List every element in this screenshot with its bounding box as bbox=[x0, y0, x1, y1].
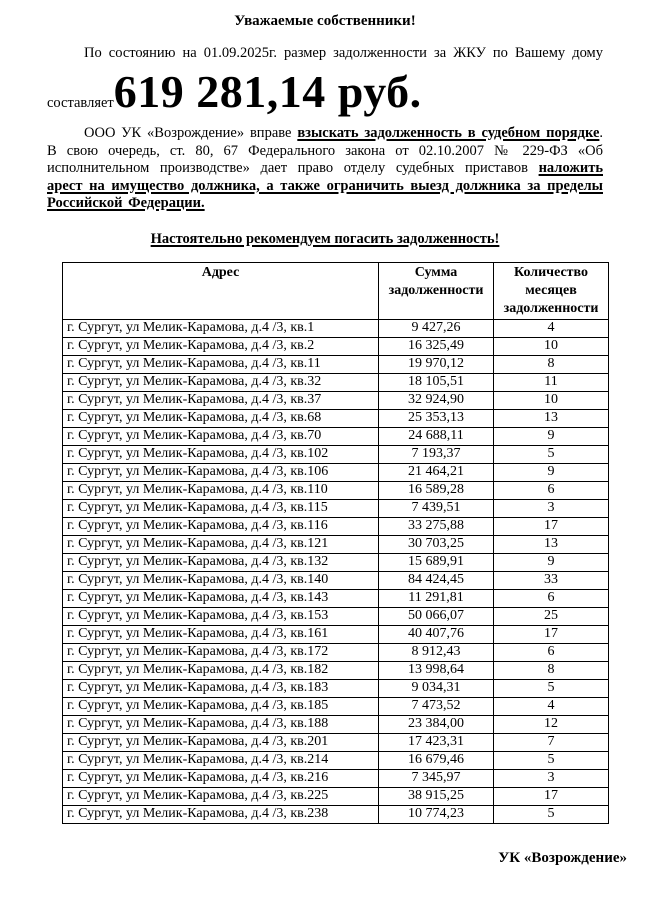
months-cell: 17 bbox=[494, 625, 609, 643]
debt-sum-cell: 18 105,51 bbox=[379, 373, 494, 391]
address-cell: г. Сургут, ул Мелик-Карамова, д.4 /3, кв.1 bbox=[63, 319, 379, 337]
debt-sum-cell: 23 384,00 bbox=[379, 715, 494, 733]
months-cell: 5 bbox=[494, 751, 609, 769]
debt-amount-value: 619 281,14 руб. bbox=[113, 66, 422, 117]
debt-sum-cell: 9 034,31 bbox=[379, 679, 494, 697]
table-row bbox=[63, 589, 609, 607]
legal-text-part1: ООО УК «Возрождение» вправе bbox=[84, 125, 298, 141]
months-cell: 33 bbox=[494, 571, 609, 589]
months-cell: 17 bbox=[494, 787, 609, 805]
address-cell: г. Сургут, ул Мелик-Карамова, д.4 /3, кв.185 bbox=[63, 697, 379, 715]
address-cell: г. Сургут, ул Мелик-Карамова, д.4 /3, кв.121 bbox=[63, 535, 379, 553]
debt-sum-cell: 13 998,64 bbox=[379, 661, 494, 679]
months-cell: 4 bbox=[494, 319, 609, 337]
debt-sum-cell: 16 325,49 bbox=[379, 337, 494, 355]
months-cell: 6 bbox=[494, 643, 609, 661]
table-row bbox=[63, 319, 609, 337]
address-cell: г. Сургут, ул Мелик-Карамова, д.4 /3, кв.37 bbox=[63, 391, 379, 409]
months-cell: 6 bbox=[494, 481, 609, 499]
address-cell: г. Сургут, ул Мелик-Карамова, д.4 /3, кв.172 bbox=[63, 643, 379, 661]
months-cell: 9 bbox=[494, 463, 609, 481]
debt-sum-cell: 30 703,25 bbox=[379, 535, 494, 553]
months-cell: 13 bbox=[494, 409, 609, 427]
address-cell: г. Сургут, ул Мелик-Карамова, д.4 /3, кв.188 bbox=[63, 715, 379, 733]
months-cell: 8 bbox=[494, 355, 609, 373]
address-cell: г. Сургут, ул Мелик-Карамова, д.4 /3, кв.201 bbox=[63, 733, 379, 751]
months-cell: 7 bbox=[494, 733, 609, 751]
address-cell: г. Сургут, ул Мелик-Карамова, д.4 /3, кв.238 bbox=[63, 805, 379, 823]
months-cell: 5 bbox=[494, 679, 609, 697]
debt-sum-cell: 38 915,25 bbox=[379, 787, 494, 805]
table-row bbox=[63, 679, 609, 697]
legal-bold-claim: взыскать задолженность в судебном порядке bbox=[297, 125, 600, 141]
column-header-1: Сумма задолженности bbox=[379, 262, 494, 319]
table-row bbox=[63, 517, 609, 535]
table-row bbox=[63, 625, 609, 643]
address-cell: г. Сургут, ул Мелик-Карамова, д.4 /3, кв.161 bbox=[63, 625, 379, 643]
debt-sum-cell: 16 589,28 bbox=[379, 481, 494, 499]
months-cell: 8 bbox=[494, 661, 609, 679]
address-cell: г. Сургут, ул Мелик-Карамова, д.4 /3, кв.2 bbox=[63, 337, 379, 355]
legal-paragraph bbox=[47, 125, 603, 213]
table-row bbox=[63, 661, 609, 679]
debt-sum-cell: 21 464,21 bbox=[379, 463, 494, 481]
address-cell: г. Сургут, ул Мелик-Карамова, д.4 /3, кв.225 bbox=[63, 787, 379, 805]
address-cell: г. Сургут, ул Мелик-Карамова, д.4 /3, кв.11 bbox=[63, 355, 379, 373]
amount-prefix-label: составляет bbox=[47, 95, 114, 111]
table-row bbox=[63, 409, 609, 427]
debt-sum-cell: 7 345,97 bbox=[379, 769, 494, 787]
months-cell: 11 bbox=[494, 373, 609, 391]
column-header-2: Количество месяцев задолженности bbox=[494, 262, 609, 319]
table-row bbox=[63, 535, 609, 553]
table-row bbox=[63, 769, 609, 787]
debt-sum-cell: 16 679,46 bbox=[379, 751, 494, 769]
table-row bbox=[63, 643, 609, 661]
table-row bbox=[63, 733, 609, 751]
months-cell: 17 bbox=[494, 517, 609, 535]
address-cell: г. Сургут, ул Мелик-Карамова, д.4 /3, кв.106 bbox=[63, 463, 379, 481]
debt-sum-cell: 84 424,45 bbox=[379, 571, 494, 589]
column-header-0: Адрес bbox=[63, 262, 379, 319]
page-title: Уважаемые собственники! bbox=[234, 13, 416, 29]
months-cell: 4 bbox=[494, 697, 609, 715]
months-cell: 6 bbox=[494, 589, 609, 607]
debt-sum-cell: 33 275,88 bbox=[379, 517, 494, 535]
debt-sum-cell: 8 912,43 bbox=[379, 643, 494, 661]
table-row bbox=[63, 571, 609, 589]
table-row bbox=[63, 607, 609, 625]
months-cell: 5 bbox=[494, 445, 609, 463]
months-cell: 5 bbox=[494, 805, 609, 823]
debt-sum-cell: 17 423,31 bbox=[379, 733, 494, 751]
table-row bbox=[63, 427, 609, 445]
debt-sum-cell: 15 689,91 bbox=[379, 553, 494, 571]
address-cell: г. Сургут, ул Мелик-Карамова, д.4 /3, кв.216 bbox=[63, 769, 379, 787]
months-cell: 9 bbox=[494, 553, 609, 571]
table-row bbox=[63, 463, 609, 481]
company-signature: УК «Возрождение» bbox=[498, 849, 627, 866]
address-cell: г. Сургут, ул Мелик-Карамова, д.4 /3, кв.132 bbox=[63, 553, 379, 571]
months-cell: 13 bbox=[494, 535, 609, 553]
address-cell: г. Сургут, ул Мелик-Карамова, д.4 /3, кв.214 bbox=[63, 751, 379, 769]
table-row bbox=[63, 751, 609, 769]
address-cell: г. Сургут, ул Мелик-Карамова, д.4 /3, кв.68 bbox=[63, 409, 379, 427]
months-cell: 10 bbox=[494, 391, 609, 409]
address-cell: г. Сургут, ул Мелик-Карамова, д.4 /3, кв.115 bbox=[63, 499, 379, 517]
debt-sum-cell: 19 970,12 bbox=[379, 355, 494, 373]
table-row bbox=[63, 481, 609, 499]
months-cell: 10 bbox=[494, 337, 609, 355]
address-cell: г. Сургут, ул Мелик-Карамова, д.4 /3, кв.70 bbox=[63, 427, 379, 445]
table-row bbox=[63, 805, 609, 823]
table-row bbox=[63, 553, 609, 571]
table-row bbox=[63, 697, 609, 715]
debt-amount-line bbox=[47, 67, 603, 117]
table-row bbox=[63, 373, 609, 391]
table-row bbox=[63, 337, 609, 355]
address-cell: г. Сургут, ул Мелик-Карамова, д.4 /3, кв.110 bbox=[63, 481, 379, 499]
table-row bbox=[63, 391, 609, 409]
address-cell: г. Сургут, ул Мелик-Карамова, д.4 /3, кв.140 bbox=[63, 571, 379, 589]
address-cell: г. Сургут, ул Мелик-Карамова, д.4 /3, кв.183 bbox=[63, 679, 379, 697]
debt-sum-cell: 25 353,13 bbox=[379, 409, 494, 427]
debt-sum-cell: 11 291,81 bbox=[379, 589, 494, 607]
debt-sum-cell: 50 066,07 bbox=[379, 607, 494, 625]
address-cell: г. Сургут, ул Мелик-Карамова, д.4 /3, кв.143 bbox=[63, 589, 379, 607]
legal-text-part2: . В свою очередь, ст. 80, 67 Федерального закона от 02.10.2007 № 229-ФЗ «Об исполнительном производстве» дает право отделу судебных приставов bbox=[47, 125, 603, 176]
months-cell: 3 bbox=[494, 499, 609, 517]
table-row bbox=[63, 787, 609, 805]
months-cell: 9 bbox=[494, 427, 609, 445]
debt-sum-cell: 32 924,90 bbox=[379, 391, 494, 409]
address-cell: г. Сургут, ул Мелик-Карамова, д.4 /3, кв.102 bbox=[63, 445, 379, 463]
intro-paragraph: По состоянию на 01.09.2025г. размер задолженности за ЖКУ по Вашему дому bbox=[84, 45, 603, 61]
table-row bbox=[63, 499, 609, 517]
table-row bbox=[63, 715, 609, 733]
recommendation-heading: Настоятельно рекомендуем погасить задолженность! bbox=[150, 230, 500, 247]
debt-sum-cell: 7 193,37 bbox=[379, 445, 494, 463]
debt-sum-cell: 40 407,76 bbox=[379, 625, 494, 643]
address-cell: г. Сургут, ул Мелик-Карамова, д.4 /3, кв.32 bbox=[63, 373, 379, 391]
debt-sum-cell: 9 427,26 bbox=[379, 319, 494, 337]
legal-bold-arrest: наложить арест на имущество должника, а также ограничить выезд должника за пределы Российской Федерации. bbox=[47, 160, 603, 211]
table-row bbox=[63, 355, 609, 373]
address-cell: г. Сургут, ул Мелик-Карамова, д.4 /3, кв.153 bbox=[63, 607, 379, 625]
address-cell: г. Сургут, ул Мелик-Карамова, д.4 /3, кв.116 bbox=[63, 517, 379, 535]
debt-table-body bbox=[63, 319, 609, 823]
table-row bbox=[63, 445, 609, 463]
address-cell: г. Сургут, ул Мелик-Карамова, д.4 /3, кв.182 bbox=[63, 661, 379, 679]
table-header-row bbox=[63, 262, 609, 319]
debt-sum-cell: 10 774,23 bbox=[379, 805, 494, 823]
months-cell: 3 bbox=[494, 769, 609, 787]
debt-sum-cell: 7 439,51 bbox=[379, 499, 494, 517]
debt-table bbox=[62, 262, 609, 824]
debt-sum-cell: 7 473,52 bbox=[379, 697, 494, 715]
months-cell: 12 bbox=[494, 715, 609, 733]
months-cell: 25 bbox=[494, 607, 609, 625]
debt-sum-cell: 24 688,11 bbox=[379, 427, 494, 445]
